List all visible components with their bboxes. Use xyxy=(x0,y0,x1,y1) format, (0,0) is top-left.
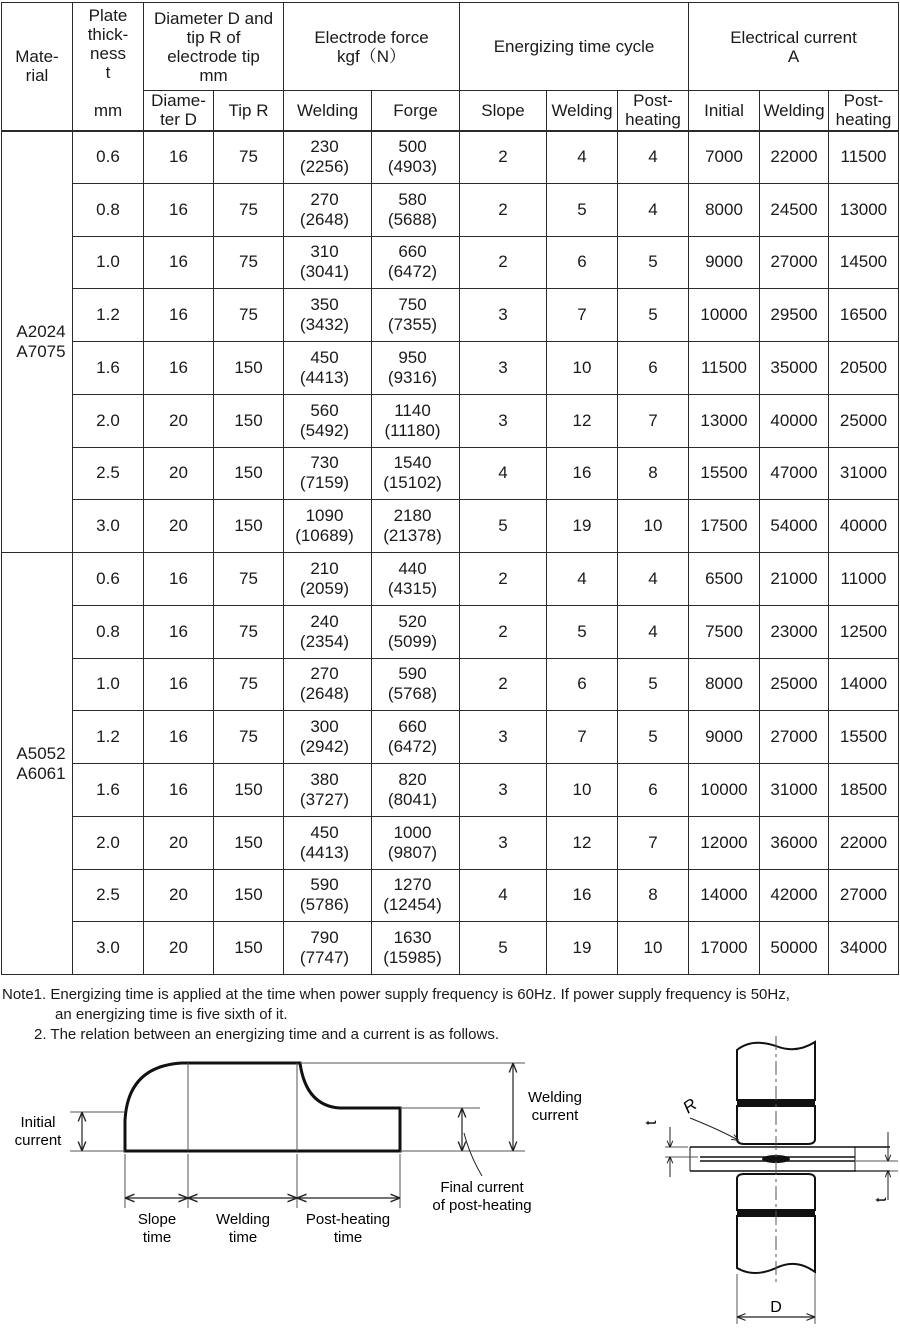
current-initial-cell: 7000 xyxy=(689,131,760,184)
tip-r-cell: 75 xyxy=(214,553,284,606)
force-forge-cell-newton: (9807) xyxy=(387,842,438,862)
current-initial-cell: 15500 xyxy=(689,447,760,500)
tip-r-cell: 75 xyxy=(214,236,284,289)
force-welding-cell-newton: (7159) xyxy=(299,473,350,493)
plate-thickness-cell: 2.5 xyxy=(73,869,144,922)
time-slope-cell: 2 xyxy=(460,658,547,711)
time-slope-cell: 4 xyxy=(460,869,547,922)
table-row xyxy=(2,922,899,975)
force-welding-cell xyxy=(284,447,372,500)
plate-thickness-cell: 1.6 xyxy=(73,764,144,817)
force-forge-cell-kgf: 1140 xyxy=(394,400,431,420)
force-forge-cell-newton: (15102) xyxy=(383,473,442,493)
table-row xyxy=(2,447,899,500)
force-forge-cell-newton: (8041) xyxy=(387,789,438,809)
table-row xyxy=(2,289,899,342)
time-slope-cell: 2 xyxy=(460,131,547,184)
force-forge-cell-newton: (15985) xyxy=(383,948,442,968)
force-forge-cell-newton: (7355) xyxy=(387,315,438,335)
time-post-cell: 6 xyxy=(618,342,689,395)
time-welding-cell: 19 xyxy=(547,922,618,975)
plate-thickness-cell: 0.8 xyxy=(73,183,144,236)
current-initial-cell: 10000 xyxy=(689,764,760,817)
tip-r-cell: 75 xyxy=(214,131,284,184)
force-welding-cell-newton: (5786) xyxy=(299,895,350,915)
current-post-cell: 31000 xyxy=(829,447,899,500)
current-welding-cell: 23000 xyxy=(760,605,829,658)
force-welding-cell xyxy=(284,553,372,606)
current-initial-cell: 7500 xyxy=(689,605,760,658)
current-post-cell: 11000 xyxy=(829,553,899,606)
diameter-d-cell: 16 xyxy=(144,553,214,606)
header-plate-thickness: Plate thick- ness t xyxy=(73,3,144,91)
time-post-cell: 5 xyxy=(618,658,689,711)
current-welding-cell: 27000 xyxy=(760,711,829,764)
table-row xyxy=(2,764,899,817)
time-post-cell: 7 xyxy=(618,394,689,447)
force-forge-cell-kgf: 1630 xyxy=(393,928,432,948)
label-post-heating-time: Post-heating time xyxy=(305,1211,391,1246)
force-welding-cell-kgf: 590 xyxy=(310,875,339,895)
current-initial-cell: 13000 xyxy=(689,394,760,447)
diameter-d-cell: 16 xyxy=(144,131,214,184)
tip-r-cell: 150 xyxy=(214,342,284,395)
time-welding-cell: 16 xyxy=(547,447,618,500)
tip-r-cell: 150 xyxy=(214,869,284,922)
header-current-initial: Initial xyxy=(689,91,760,131)
diameter-d-cell: 20 xyxy=(144,394,214,447)
force-welding-cell xyxy=(284,658,372,711)
current-post-cell: 11500 xyxy=(829,131,899,184)
plate-thickness-cell: 3.0 xyxy=(73,500,144,553)
plate-thickness-cell: 1.2 xyxy=(73,289,144,342)
tip-r-cell: 75 xyxy=(214,183,284,236)
force-welding-cell-newton: (4413) xyxy=(299,367,350,387)
force-forge-cell xyxy=(372,183,460,236)
force-forge-cell-kgf: 500 xyxy=(398,137,427,157)
header-time-post: Post- heating xyxy=(618,91,689,131)
time-post-cell: 5 xyxy=(618,711,689,764)
time-slope-cell: 3 xyxy=(460,342,547,395)
current-initial-cell: 14000 xyxy=(689,869,760,922)
header-current-welding: Welding xyxy=(760,91,829,131)
time-welding-cell: 16 xyxy=(547,869,618,922)
time-slope-cell: 3 xyxy=(460,764,547,817)
force-welding-cell-newton: (3041) xyxy=(299,262,350,282)
diameter-d-cell: 16 xyxy=(144,658,214,711)
time-slope-cell: 2 xyxy=(460,553,547,606)
diameter-d-cell: 16 xyxy=(144,605,214,658)
force-forge-cell-kgf: 750 xyxy=(398,295,427,315)
header-time-group: Energizing time cycle xyxy=(460,3,689,91)
current-welding-cell: 47000 xyxy=(760,447,829,500)
table-row xyxy=(2,605,899,658)
time-post-cell: 8 xyxy=(618,447,689,500)
current-initial-cell: 8000 xyxy=(689,183,760,236)
force-forge-cell xyxy=(372,131,460,184)
force-welding-cell-newton: (4413) xyxy=(299,842,350,862)
welding-conditions-table xyxy=(1,2,899,975)
current-post-cell: 20500 xyxy=(829,342,899,395)
time-post-cell: 4 xyxy=(618,605,689,658)
header-force-welding: Welding xyxy=(284,91,372,131)
tip-r-cell: 75 xyxy=(214,658,284,711)
force-forge-cell xyxy=(372,816,460,869)
electrode-diagram xyxy=(630,1032,898,1328)
force-forge-cell xyxy=(372,553,460,606)
current-post-cell: 13000 xyxy=(829,183,899,236)
time-slope-cell: 3 xyxy=(460,711,547,764)
current-post-cell: 40000 xyxy=(829,500,899,553)
current-initial-cell: 9000 xyxy=(689,236,760,289)
label-slope-time: Slope time xyxy=(137,1211,177,1246)
force-welding-cell-kgf: 450 xyxy=(310,347,339,367)
force-welding-cell-newton: (2648) xyxy=(299,209,350,229)
time-slope-cell: 5 xyxy=(460,500,547,553)
table-row xyxy=(2,236,899,289)
diameter-d-cell: 20 xyxy=(144,816,214,869)
time-welding-cell: 5 xyxy=(547,183,618,236)
current-initial-cell: 12000 xyxy=(689,816,760,869)
label-t-bottom: t xyxy=(873,1197,890,1202)
diameter-d-cell: 16 xyxy=(144,711,214,764)
time-welding-cell: 10 xyxy=(547,764,618,817)
diameter-d-cell: 16 xyxy=(144,289,214,342)
force-forge-cell-kgf: 950 xyxy=(398,347,427,367)
plate-thickness-cell: 0.6 xyxy=(73,131,144,184)
label-t-top: t xyxy=(643,1120,660,1125)
time-post-cell: 4 xyxy=(618,131,689,184)
force-welding-cell-newton: (3727) xyxy=(299,789,350,809)
force-welding-cell xyxy=(284,394,372,447)
time-post-cell: 8 xyxy=(618,869,689,922)
time-slope-cell: 5 xyxy=(460,922,547,975)
current-welding-cell: 25000 xyxy=(760,658,829,711)
force-forge-cell xyxy=(372,342,460,395)
force-welding-cell xyxy=(284,131,372,184)
tip-r-cell: 75 xyxy=(214,289,284,342)
force-forge-cell-kgf: 580 xyxy=(398,189,427,209)
header-current-group: Electrical current A xyxy=(689,3,899,91)
force-forge-cell xyxy=(372,236,460,289)
force-forge-cell-newton: (12454) xyxy=(383,895,442,915)
force-forge-cell xyxy=(372,764,460,817)
force-welding-cell xyxy=(284,816,372,869)
diameter-d-cell: 20 xyxy=(144,922,214,975)
time-post-cell: 5 xyxy=(618,236,689,289)
force-welding-cell-kgf: 380 xyxy=(310,769,339,789)
force-forge-cell-kgf: 520 xyxy=(398,611,427,631)
force-welding-cell xyxy=(284,605,372,658)
force-forge-cell xyxy=(372,922,460,975)
header-time-slope: Slope xyxy=(460,91,547,131)
force-welding-cell-newton: (3432) xyxy=(299,315,350,335)
time-welding-cell: 6 xyxy=(547,236,618,289)
force-welding-cell-kgf: 1090 xyxy=(305,506,344,526)
current-initial-cell: 8000 xyxy=(689,658,760,711)
table-row xyxy=(2,394,899,447)
current-post-cell: 12500 xyxy=(829,605,899,658)
current-initial-cell: 10000 xyxy=(689,289,760,342)
force-forge-cell-newton: (5688) xyxy=(387,209,438,229)
force-forge-cell xyxy=(372,447,460,500)
time-post-cell: 6 xyxy=(618,764,689,817)
plate-thickness-cell: 1.0 xyxy=(73,658,144,711)
time-slope-cell: 4 xyxy=(460,447,547,500)
current-welding-cell: 35000 xyxy=(760,342,829,395)
current-initial-cell: 17000 xyxy=(689,922,760,975)
force-forge-cell-newton: (4903) xyxy=(387,157,438,177)
force-forge-cell-kgf: 1000 xyxy=(393,822,432,842)
force-welding-cell-newton: (7747) xyxy=(299,948,350,968)
time-post-cell: 7 xyxy=(618,816,689,869)
force-welding-cell xyxy=(284,711,372,764)
current-welding-cell: 54000 xyxy=(760,500,829,553)
force-welding-cell-newton: (2059) xyxy=(299,578,350,598)
tip-r-cell: 75 xyxy=(214,711,284,764)
diameter-d-cell: 16 xyxy=(144,342,214,395)
time-welding-cell: 4 xyxy=(547,553,618,606)
time-welding-cell: 5 xyxy=(547,605,618,658)
force-welding-cell xyxy=(284,183,372,236)
force-welding-cell-newton: (5492) xyxy=(299,420,350,440)
tip-r-cell: 150 xyxy=(214,500,284,553)
plate-thickness-cell: 2.5 xyxy=(73,447,144,500)
force-forge-cell-kgf: 820 xyxy=(398,769,427,789)
time-welding-cell: 19 xyxy=(547,500,618,553)
force-forge-cell-newton: (9316) xyxy=(387,367,438,387)
force-forge-cell xyxy=(372,605,460,658)
header-diameter-group: Diameter D and tip R of electrode tip mm xyxy=(144,3,284,91)
label-welding-current: Welding current xyxy=(528,1089,582,1124)
material-cell: A2024 A7075 xyxy=(2,131,73,553)
current-post-cell: 27000 xyxy=(829,869,899,922)
label-initial-current: Initial current xyxy=(14,1114,62,1149)
table-row xyxy=(2,342,899,395)
diameter-d-cell: 20 xyxy=(144,447,214,500)
force-forge-cell-newton: (21378) xyxy=(383,526,442,546)
force-forge-cell-newton: (4315) xyxy=(387,578,438,598)
note1-line1: Note1. Energizing time is applied at the time when power supply frequency is 60Hz. If power supply frequency is 50Hz, xyxy=(2,986,790,1003)
time-post-cell: 4 xyxy=(618,553,689,606)
force-forge-cell-newton: (6472) xyxy=(387,737,438,757)
tip-r-cell: 150 xyxy=(214,447,284,500)
force-forge-cell-kgf: 1540 xyxy=(393,453,432,473)
label-d: D xyxy=(770,1299,782,1316)
note1-line2: an energizing time is five sixth of it. xyxy=(55,1006,288,1023)
force-forge-cell xyxy=(372,711,460,764)
current-post-cell: 14500 xyxy=(829,236,899,289)
time-slope-cell: 2 xyxy=(460,183,547,236)
table-row xyxy=(2,553,899,606)
force-welding-cell-kgf: 730 xyxy=(310,453,339,473)
tip-r-cell: 150 xyxy=(214,394,284,447)
header-diameter-d: Diame- ter D xyxy=(144,91,214,131)
force-forge-cell-kgf: 660 xyxy=(398,717,427,737)
plate-thickness-cell: 2.0 xyxy=(73,816,144,869)
time-welding-cell: 12 xyxy=(547,816,618,869)
table-row xyxy=(2,658,899,711)
header-force-forge: Forge xyxy=(372,91,460,131)
label-final-current: Final current of post-heating xyxy=(432,1179,532,1214)
tip-r-cell: 150 xyxy=(214,922,284,975)
current-post-cell: 14000 xyxy=(829,658,899,711)
force-welding-cell xyxy=(284,342,372,395)
table-row xyxy=(2,711,899,764)
force-welding-cell xyxy=(284,236,372,289)
plate-thickness-cell: 0.6 xyxy=(73,553,144,606)
force-welding-cell-newton: (2256) xyxy=(299,157,350,177)
force-forge-cell-kgf: 440 xyxy=(398,558,427,578)
table-row xyxy=(2,500,899,553)
header-force-group: Electrode force kgf（N） xyxy=(284,3,460,91)
tip-r-cell: 150 xyxy=(214,764,284,817)
current-welding-cell: 22000 xyxy=(760,131,829,184)
force-forge-cell-kgf: 1270 xyxy=(393,875,432,895)
force-welding-cell xyxy=(284,289,372,342)
label-welding-time: Welding time xyxy=(216,1211,270,1246)
force-welding-cell xyxy=(284,922,372,975)
current-post-cell: 22000 xyxy=(829,816,899,869)
force-welding-cell xyxy=(284,869,372,922)
current-post-cell: 25000 xyxy=(829,394,899,447)
force-forge-cell-kgf: 590 xyxy=(398,664,427,684)
time-slope-cell: 2 xyxy=(460,605,547,658)
waveform-curve xyxy=(125,1063,400,1151)
current-post-cell: 15500 xyxy=(829,711,899,764)
time-welding-cell: 6 xyxy=(547,658,618,711)
force-welding-cell-kgf: 270 xyxy=(310,664,339,684)
current-welding-cell: 36000 xyxy=(760,816,829,869)
time-welding-cell: 10 xyxy=(547,342,618,395)
current-post-cell: 16500 xyxy=(829,289,899,342)
force-welding-cell-kgf: 450 xyxy=(310,822,339,842)
force-welding-cell-kgf: 560 xyxy=(310,400,339,420)
time-slope-cell: 2 xyxy=(460,236,547,289)
current-waveform-diagram xyxy=(0,1048,600,1258)
force-welding-cell-newton: (2942) xyxy=(299,737,350,757)
plate-thickness-cell: 1.2 xyxy=(73,711,144,764)
force-welding-cell-kgf: 350 xyxy=(310,295,339,315)
current-welding-cell: 31000 xyxy=(760,764,829,817)
header-time-welding: Welding xyxy=(547,91,618,131)
current-welding-cell: 24500 xyxy=(760,183,829,236)
table-body xyxy=(2,131,899,975)
force-welding-cell xyxy=(284,764,372,817)
current-initial-cell: 9000 xyxy=(689,711,760,764)
current-post-cell: 34000 xyxy=(829,922,899,975)
table-row xyxy=(2,869,899,922)
force-forge-cell xyxy=(372,869,460,922)
diameter-d-cell: 16 xyxy=(144,183,214,236)
force-forge-cell xyxy=(372,394,460,447)
force-forge-cell xyxy=(372,500,460,553)
force-forge-cell xyxy=(372,289,460,342)
current-welding-cell: 29500 xyxy=(760,289,829,342)
current-post-cell: 18500 xyxy=(829,764,899,817)
force-welding-cell-kgf: 210 xyxy=(310,558,339,578)
diameter-d-cell: 20 xyxy=(144,869,214,922)
table-row xyxy=(2,183,899,236)
current-welding-cell: 27000 xyxy=(760,236,829,289)
force-forge-cell-newton: (5768) xyxy=(387,684,438,704)
time-welding-cell: 7 xyxy=(547,711,618,764)
time-post-cell: 10 xyxy=(618,500,689,553)
diameter-d-cell: 20 xyxy=(144,500,214,553)
time-welding-cell: 12 xyxy=(547,394,618,447)
current-welding-cell: 21000 xyxy=(760,553,829,606)
current-initial-cell: 11500 xyxy=(689,342,760,395)
force-forge-cell-kgf: 660 xyxy=(398,242,427,262)
header-tip-r: Tip R xyxy=(214,91,284,131)
force-welding-cell-kgf: 310 xyxy=(310,242,339,262)
force-forge-cell-newton: (11180) xyxy=(384,420,441,440)
force-welding-cell-kgf: 230 xyxy=(310,137,339,157)
time-slope-cell: 3 xyxy=(460,394,547,447)
time-welding-cell: 7 xyxy=(547,289,618,342)
force-forge-cell xyxy=(372,658,460,711)
plate-thickness-cell: 2.0 xyxy=(73,394,144,447)
force-welding-cell-newton: (2354) xyxy=(299,631,350,651)
force-forge-cell-newton: (5099) xyxy=(387,631,438,651)
time-slope-cell: 3 xyxy=(460,289,547,342)
time-post-cell: 4 xyxy=(618,183,689,236)
plate-thickness-cell: 3.0 xyxy=(73,922,144,975)
table-row xyxy=(2,816,899,869)
plate-thickness-cell: 1.6 xyxy=(73,342,144,395)
force-welding-cell-kgf: 300 xyxy=(310,717,339,737)
tip-r-cell: 150 xyxy=(214,816,284,869)
force-welding-cell-newton: (10689) xyxy=(295,526,354,546)
time-post-cell: 5 xyxy=(618,289,689,342)
time-slope-cell: 3 xyxy=(460,816,547,869)
force-forge-cell-newton: (6472) xyxy=(387,262,438,282)
plate-thickness-cell: 1.0 xyxy=(73,236,144,289)
force-welding-cell-kgf: 270 xyxy=(310,189,339,209)
force-forge-cell-kgf: 2180 xyxy=(393,506,432,526)
material-cell: A5052 A6061 xyxy=(2,553,73,975)
force-welding-cell-kgf: 790 xyxy=(310,928,339,948)
tip-r-cell: 75 xyxy=(214,605,284,658)
force-welding-cell xyxy=(284,500,372,553)
force-welding-cell-newton: (2648) xyxy=(299,684,350,704)
force-welding-cell-kgf: 240 xyxy=(310,611,339,631)
diameter-d-cell: 16 xyxy=(144,236,214,289)
time-post-cell: 10 xyxy=(618,922,689,975)
header-current-post: Post- heating xyxy=(829,91,899,131)
current-welding-cell: 40000 xyxy=(760,394,829,447)
note2: 2. The relation between an energizing time and a current is as follows. xyxy=(34,1026,499,1043)
current-welding-cell: 50000 xyxy=(760,922,829,975)
current-initial-cell: 6500 xyxy=(689,553,760,606)
label-r: R xyxy=(679,1094,701,1118)
current-initial-cell: 17500 xyxy=(689,500,760,553)
header-material: Mate- rial xyxy=(2,3,73,131)
current-welding-cell: 42000 xyxy=(760,869,829,922)
time-welding-cell: 4 xyxy=(547,131,618,184)
plate-thickness-cell: 0.8 xyxy=(73,605,144,658)
diameter-d-cell: 16 xyxy=(144,764,214,817)
header-plate-unit: mm xyxy=(73,91,144,131)
table-row xyxy=(2,131,899,184)
